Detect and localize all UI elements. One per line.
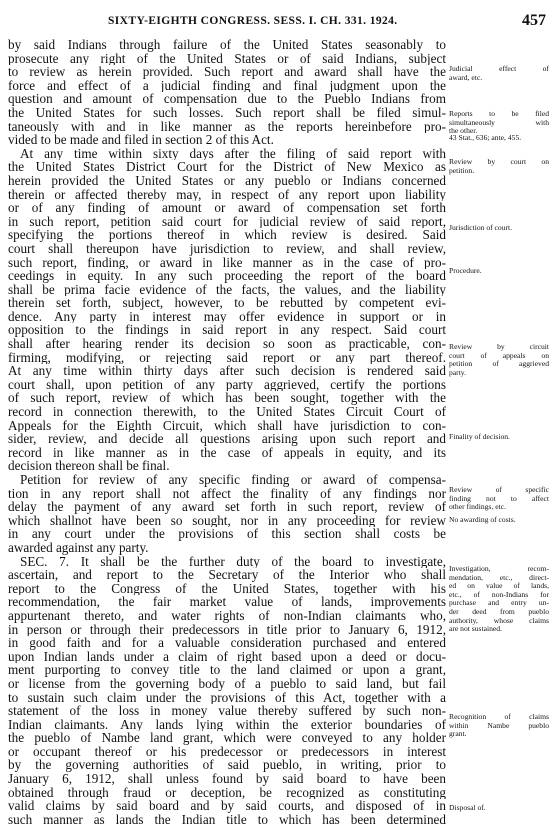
text-line: vided to be made and filed in section 2 of this Act.: [8, 133, 274, 147]
margin-note-line: No awarding of costs.: [449, 516, 516, 524]
text-line: which shallnot have been so sought, nor in any proceeding for review: [8, 513, 446, 528]
text-line: SEC. 7. It shall be the further duty of the board to investigate,: [20, 554, 446, 569]
margin-note: [449, 134, 549, 143]
margin-note-line: Review by circuit: [449, 343, 549, 351]
text-line: or license from the governing body of a pueblo to said land, but fail: [8, 676, 446, 691]
margin-note: [449, 486, 549, 512]
margin-note-line: are not sustained.: [449, 625, 502, 634]
margin-note-line: within Nambe pueblo: [449, 721, 549, 730]
body-text: [8, 38, 446, 840]
text-line: opposition to the findings in said report in any respect. Said court: [8, 323, 446, 338]
text-line: or occupant thereof or his predecessor or predecessors in interest: [8, 744, 446, 759]
margin-note-line: etc., of non-Indians for: [449, 590, 549, 599]
text-line: sider, review, and decide all questions arising upon such report and: [8, 432, 446, 446]
margin-note-line: other findings, etc.: [449, 503, 506, 512]
text-line: ascertain, and report to the Secretary of the Interior who shall: [8, 568, 446, 582]
margin-note-line: 43 Stat., 636; ante, 455.: [449, 134, 522, 142]
margin-note-line: mendation, etc., direct-: [449, 573, 549, 582]
margin-note-line: grant.: [449, 730, 467, 739]
text-line: herein provided the United States or any pueblo or Indians concerned: [8, 173, 446, 188]
margin-note-line: authority, whose claims: [449, 616, 549, 625]
margin-note: [449, 110, 549, 136]
text-line: valid claims by said board and by said courts, and disposed of in: [8, 799, 446, 813]
text-line: report to the Congress of the United States, together with his: [8, 581, 446, 596]
text-line: such report, finding, or award in like manner as in the case of pro-: [8, 255, 446, 270]
text-line: recommendation, the fair market value of lands, improvements: [8, 595, 446, 609]
text-line: question and amount of compensation due to the Pueblo Indians from: [8, 92, 446, 106]
margin-note: [449, 516, 549, 525]
margin-note: [449, 565, 549, 634]
text-line: the United States for such losses. Such report shall be filed simul-: [8, 105, 446, 120]
text-line: ment purporting to convey title to the land claimed or upon a grant,: [8, 663, 446, 677]
text-line: awarded against any party.: [8, 540, 149, 555]
text-line: in person or through their predecessors in title prior to January 6, 1912,: [8, 622, 446, 637]
text-line: such manner as lands the Indian title to which has been determined: [8, 812, 446, 827]
margin-note: [449, 224, 549, 233]
text-line: therein or affected thereby may, in respect of any report upon liability: [8, 187, 446, 202]
text-line: record in connection therewith, to the United States Circuit Court of: [8, 405, 446, 419]
text-line: court shall thereupon have jurisdiction to review, and shall review,: [8, 241, 446, 256]
margin-note-line: Disposal of.: [449, 804, 486, 812]
text-line: shall be prima facie evidence of the facts, the values, and the liability: [8, 282, 446, 297]
text-line: Petition for review of any specific finding or award of compensa-: [20, 473, 446, 487]
text-line: therein set forth, subject, however, to be rebutted by competent evi-: [8, 296, 446, 310]
text-line: the United States District Court for the District of New Mexico as: [8, 160, 446, 174]
text-line: decision thereon shall be final.: [8, 459, 170, 473]
text-line: Appeals for the Eighth Circuit, which shall have jurisdiction to con-: [8, 418, 446, 433]
margin-note-line: award, etc.: [449, 73, 483, 82]
margin-note-line: petition.: [449, 166, 475, 175]
running-header: [8, 12, 546, 32]
text-line: shall after hearing render its decision so soon as practicable, con-: [8, 337, 446, 351]
margin-note-line: Finality of decision.: [449, 433, 510, 441]
text-line: the pueblo of Nambe land grant, which were conveyed to any holder: [8, 731, 446, 745]
text-line: dence. Any party in interest may offer evidence in support or in: [8, 309, 446, 324]
margin-note-line: finding not to affect: [449, 494, 549, 503]
margin-note: [449, 343, 549, 377]
margin-note-line: Review of specific: [449, 486, 549, 494]
margin-note-line: court of appeals on: [449, 351, 549, 360]
text-line: in such report, petition said court for judicial review of said report,: [8, 214, 446, 229]
margin-note-line: Investigation, recom-: [449, 565, 549, 573]
margin-note-line: Jurisdiction of court.: [449, 224, 513, 232]
text-line: by the governing authorities of said pueblo, in writing, prior to: [8, 758, 446, 773]
text-line: of such report, review of which has been sought, together with the: [8, 391, 446, 406]
text-line: taneously with and in like manner as the reports hereinbefore pro-: [8, 119, 446, 134]
text-line: or of any finding of amount or award of compensation set forth: [8, 201, 446, 215]
text-line: Indian claimants. Any lands lying within the exterior boundaries of: [8, 717, 446, 732]
margin-note-line: Reports to be filed: [449, 110, 549, 118]
text-line: At any time within sixty days after the filing of said report with: [20, 146, 446, 161]
margin-note-line: Review by court on: [449, 158, 549, 166]
text-line: At any time within thirty days after such decision is rendered said: [8, 364, 446, 378]
text-line: specifying the portions thereof in which review is desired. Said: [8, 228, 446, 242]
text-line: prosecute any right of the United States or of said Indians, subject: [8, 51, 446, 66]
text-line: force and effect of a judicial finding and final judgment upon the: [8, 78, 446, 93]
margin-note: [449, 713, 549, 739]
text-line: delay the payment of any award set forth in such report, review of: [8, 500, 446, 514]
margin-note-line: party.: [449, 368, 467, 377]
margin-note-line: Recognition of claims: [449, 713, 549, 721]
margin-note: [449, 804, 549, 813]
text-line: ceedings in equity. In any such proceeding the report of the board: [8, 269, 446, 283]
margin-note-line: der deed from pueblo: [449, 607, 549, 616]
margin-note: [449, 433, 549, 442]
running-head: SIXTY-EIGHTH CONGRESS. SESS. I. CH. 331. 1924.: [108, 15, 398, 27]
margin-note-line: Procedure.: [449, 267, 482, 275]
text-line: firming, modifying, or rejecting said report or any part thereof.: [8, 350, 446, 365]
page-number: 457: [522, 12, 546, 29]
text-line: statement of the loss in money value thereby suffered by such non-: [8, 704, 446, 718]
margin-note-line: the other.: [449, 127, 478, 136]
text-line: tion in any report shall not affect the finality of any findings nor: [8, 486, 446, 501]
text-line: in good faith and for a valuable consideration purchased and entered: [8, 636, 446, 650]
margin-note: [449, 158, 549, 175]
text-line: in any court under the provisions of this section shall costs be: [8, 527, 446, 541]
margin-note: [449, 267, 549, 276]
text-line: appurtenant thereto, and water rights of non-Indian claimants who,: [8, 608, 446, 623]
text-line: court shall, upon petition of any party aggrieved, certify the portions: [8, 377, 446, 392]
margin-note-line: simultaneously with: [449, 118, 549, 127]
text-line: to sustain such claim under the provisions of this Act, together with a: [8, 690, 446, 705]
text-line: record in like manner as in the case of appeals in equity, and its: [8, 445, 446, 460]
text-line: by said Indians through failure of the United States seasonably to: [8, 38, 446, 52]
margin-note-line: petition of aggrieved: [449, 360, 549, 369]
margin-note-line: ed on value of lands,: [449, 582, 549, 591]
text-line: to review as herein provided. Such report and award shall have the: [8, 65, 446, 79]
text-line: upon Indian lands under a claim of right based upon a deed or docu-: [8, 649, 446, 664]
margin-note-line: purchase and entry un-: [449, 599, 549, 608]
margin-note: [449, 65, 549, 82]
text-line: January 6, 1912, shall unless found by said board to have been: [8, 772, 446, 786]
text-line: obtained through fraud or deception, be recognized as constituting: [8, 785, 446, 800]
margin-note-line: Judicial effect of: [449, 65, 549, 73]
